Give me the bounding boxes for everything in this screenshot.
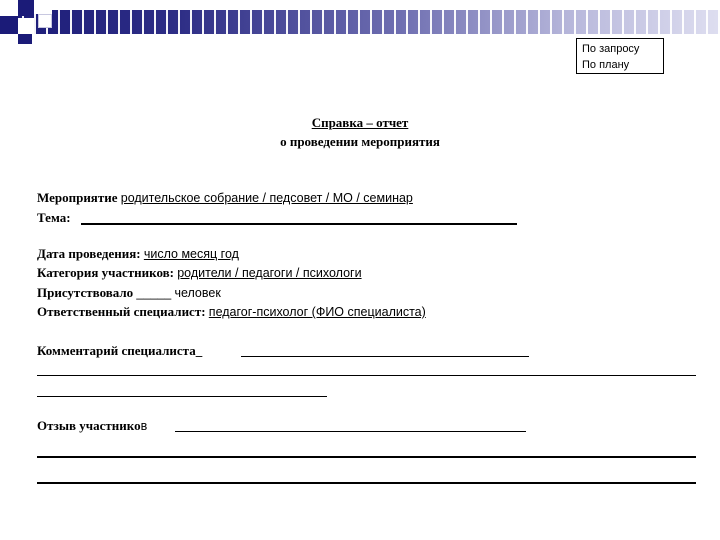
event-row [37, 190, 413, 206]
plan-label: По плану [582, 59, 630, 71]
document-title [0, 115, 720, 131]
responsible-value: педагог-психолог (ФИО специалиста) [208, 305, 426, 319]
event-label: Мероприятие [37, 190, 118, 205]
comment-blank-line [241, 356, 529, 357]
header-band [0, 10, 720, 34]
participants-value: родители / педагоги / психологи [177, 266, 362, 280]
attended-blank: _____ [136, 286, 172, 300]
decor-square [18, 18, 34, 34]
participants-row [37, 265, 362, 281]
feedback-row [37, 418, 147, 434]
feedback-blank-line [37, 482, 696, 484]
attended-unit: человек [174, 286, 221, 300]
decor-square [18, 34, 32, 44]
attended-label: Присутствовало [37, 285, 134, 300]
responsible-label: Ответственный специалист: [37, 304, 206, 319]
feedback-blank-line [175, 431, 526, 432]
title-line-1: Справка – отчет [311, 115, 409, 130]
comment-row [37, 343, 202, 359]
comment-label: Комментарий специалиста_ [37, 343, 203, 358]
request-label: По запросу [582, 43, 640, 55]
date-value: число месяц год [143, 247, 239, 261]
header-band-stripes [0, 10, 720, 34]
topic-blank-line [81, 223, 517, 225]
decor-square [34, 0, 52, 14]
comment-blank-line [37, 375, 696, 376]
decor-square [0, 0, 18, 16]
feedback-label: Отзыв участнико [37, 418, 141, 433]
date-row [37, 246, 239, 262]
topic-label: Тема: [37, 210, 71, 225]
feedback-blank-line [37, 456, 696, 458]
responsible-row [37, 304, 426, 320]
attended-row [37, 285, 221, 301]
document-subtitle: о проведении мероприятия [280, 134, 440, 149]
decor-square [38, 14, 52, 28]
topic-row [37, 210, 71, 226]
corner-decoration [0, 0, 60, 44]
comment-blank-line [37, 396, 327, 397]
decor-square [18, 0, 34, 16]
feedback-label-end: в [140, 419, 148, 433]
request-plan-box [576, 38, 664, 74]
decor-square [0, 16, 18, 34]
event-value: родительское собрание / педсовет / МО / семинар [120, 191, 413, 205]
date-label: Дата проведения: [37, 246, 141, 261]
participants-label: Категория участников: [37, 265, 174, 280]
